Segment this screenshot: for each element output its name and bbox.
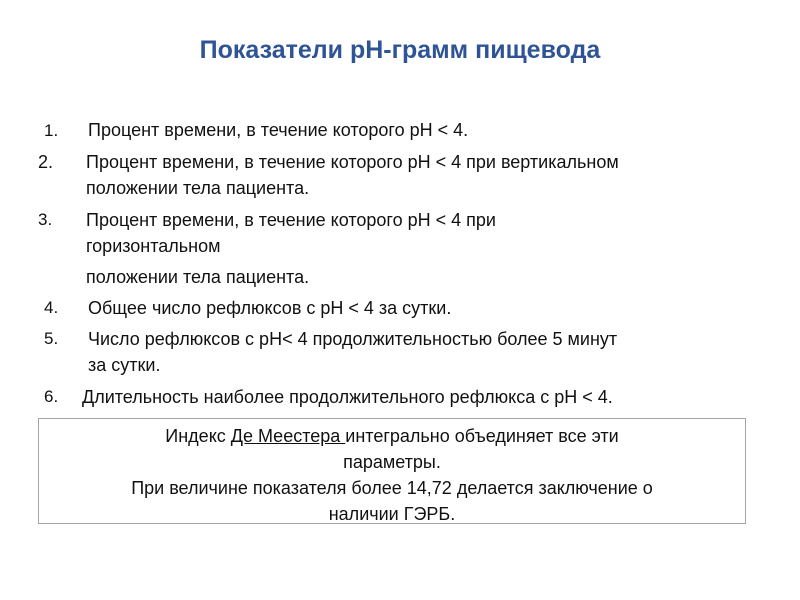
list-item-number: 2.: [38, 152, 54, 172]
slide-title: Показатели рН-грамм пищевода: [199, 36, 601, 64]
note-line: При величине показателя более 14,72 делается заключение о: [131, 478, 653, 498]
list-item-text: Длительность наиболее продолжительного рефлюкса с рН < 4.: [82, 387, 613, 407]
list-item-text: Процент времени, в течение которого рН < 4.: [88, 120, 469, 140]
list-item-text: Процент времени, в течение которого рН < 4 при: [86, 210, 496, 230]
list-item-number: 1.: [44, 121, 59, 140]
de-meester-note-box: [38, 418, 746, 524]
note-text: интегрально объединяет все эти: [345, 426, 619, 446]
list-item-number: 4.: [44, 298, 59, 317]
list-item-text: Общее число рефлюксов с рН < 4 за сутки.: [88, 298, 452, 318]
note-line: параметры.: [343, 452, 441, 472]
de-meester-term: Де Меестера: [230, 426, 346, 446]
list-item-number: 6.: [44, 387, 59, 406]
note-line: [39, 423, 745, 449]
list-item-number: 5.: [44, 329, 59, 348]
list-item-number: 3.: [38, 210, 53, 229]
list-item-text: горизонтальном: [86, 236, 221, 256]
note-line: наличии ГЭРБ.: [328, 504, 456, 524]
list-item-text: Процент времени, в течение которого рН < 4 при вертикальном: [86, 152, 619, 172]
list-item-text: положении тела пациента.: [86, 267, 310, 287]
list-item-text: положении тела пациента.: [86, 178, 310, 198]
list-item-text: за сутки.: [88, 355, 161, 375]
list-item-text: Число рефлюксов с рН< 4 продолжительностью более 5 минут: [88, 329, 618, 349]
note-text: Индекс: [165, 426, 231, 446]
